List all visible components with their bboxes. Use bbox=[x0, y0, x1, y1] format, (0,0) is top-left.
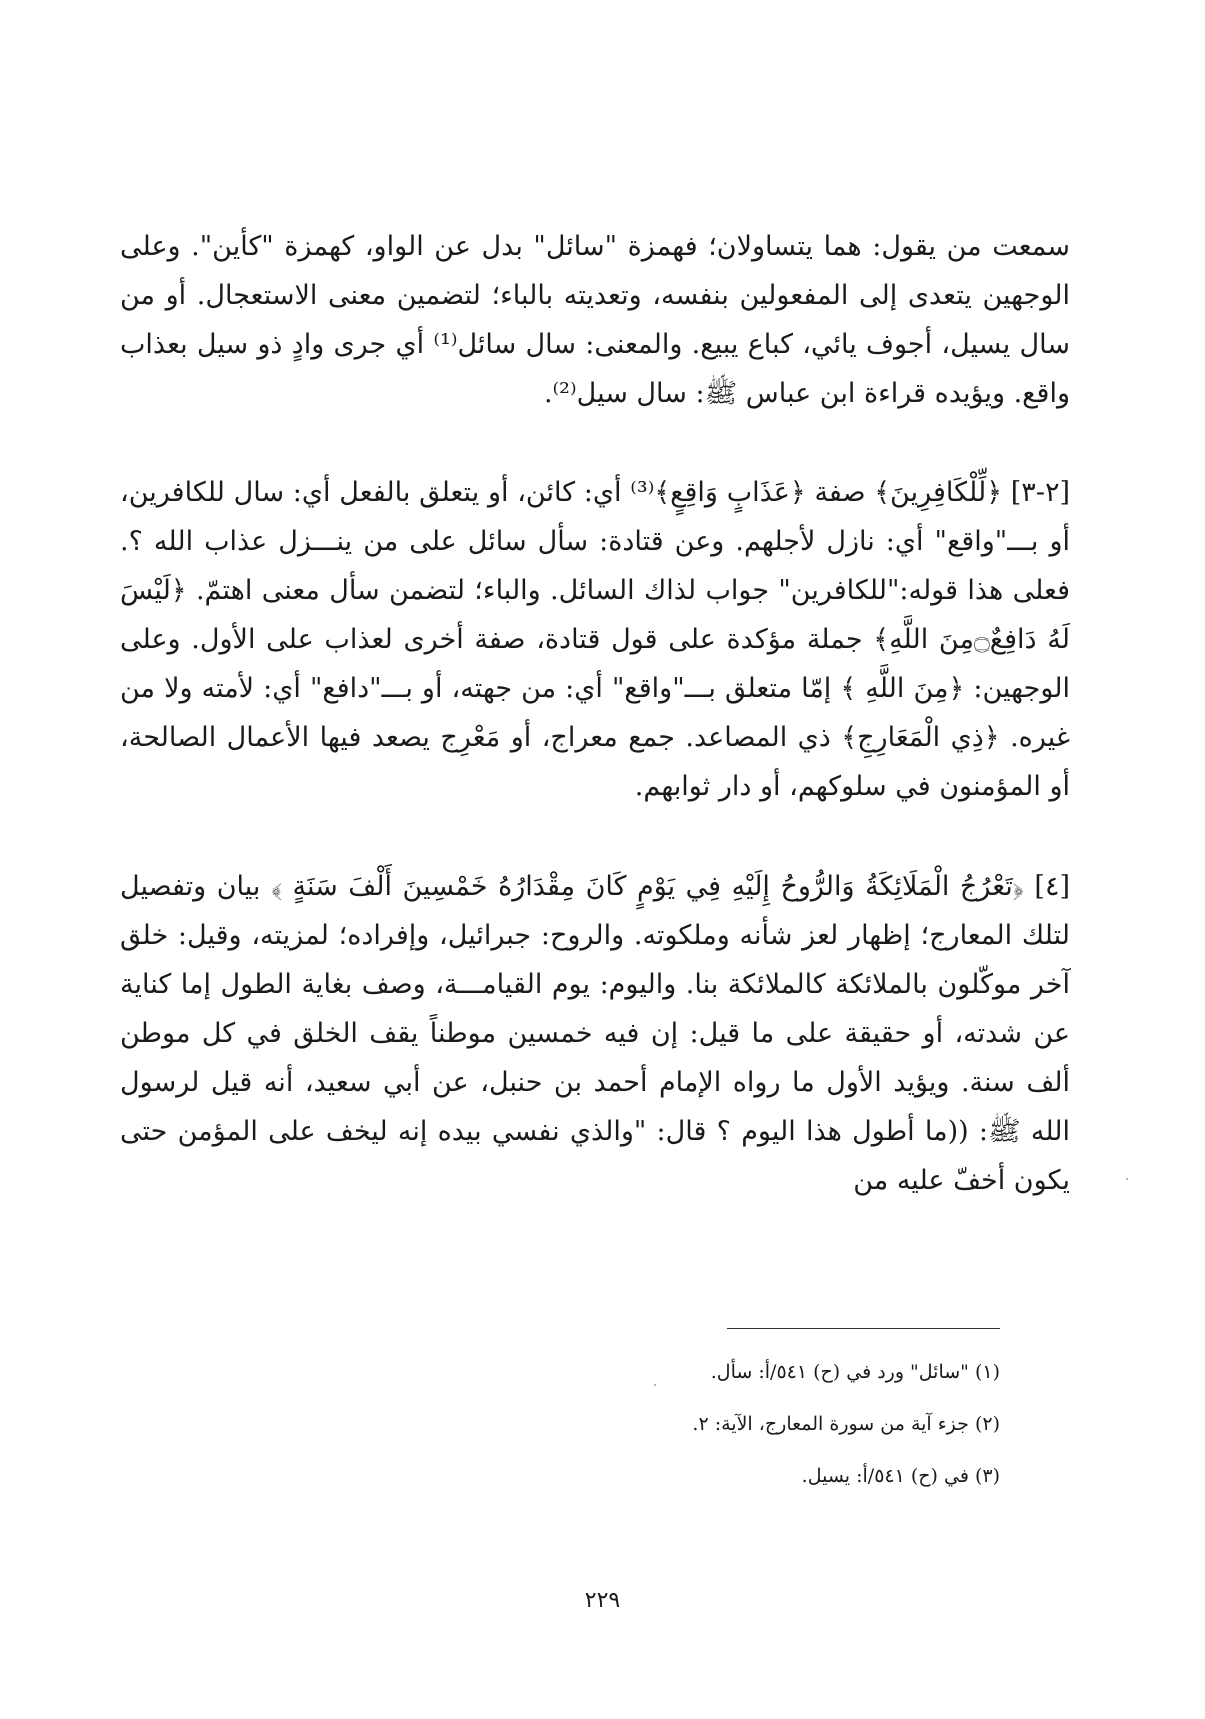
footnote-3: (٣) في (ح) ٥٤١/أ: يسيل. bbox=[801, 1465, 1000, 1487]
paragraph-1 bbox=[120, 222, 1070, 418]
paragraph-2-text: [٢-٣] ﴿لِّلْكَافِرِينَ﴾ صفة ﴿عَذَابٍ وَاقِعٍ﴾⁽³⁾ أي: كائن، أو يتعلق بالفعل أي: سال للكافرين، أو بـــ"واقع" أي: نازل لأجلهم. وعن قتادة: سأل سائل على من ينـــزل عذاب الله ؟. فعلى هذا قوله:"للكافرين" جواب لذاك السائل. والباء؛ لتضمن سأل معنى اهتمّ. ﴿لَيْسَ لَهُ دَافِعٌ۝مِنَ اللَّهِ﴾ جملة مؤكدة على قول قتادة، صفة أخرى لعذاب على الأول. وعلى الوجهين: ﴿مِنَ اللَّهِ ﴾ إمّا متعلق بـــ"واقع" أي: من جهته، أو بـــ"دافع" أي: لأمته ولا من غيره. ﴿ذِي الْمَعَارِجِ﴾ ذي المصاعد. جمع معراج، أو مَعْرِج يصعد فيها الأعمال الصالحة، أو المؤمنون في سلوكهم، أو دار ثوابهم. bbox=[120, 477, 1070, 802]
paragraph-3 bbox=[120, 862, 1070, 1205]
scan-speck bbox=[654, 1384, 656, 1386]
footnote-divider bbox=[727, 1328, 1000, 1329]
paragraph-3-text: [٤] ﴿تَعْرُجُ الْمَلَائِكَةُ وَالرُّوحُ إِلَيْهِ فِي يَوْمٍ كَانَ مِقْدَارُهُ خَمْسِينَ أَلْفَ سَنَةٍ ﴾ بيان وتفصيل لتلك المعارج؛ إظهار لعز شأنه وملكوته. والروح: جبرائيل، وإفراده؛ لمزيته، وقيل: خلق آخر موكّلون بالملائكة كالملائكة بنا. واليوم: يوم القيامـــة، وصف بغاية الطول إما كناية عن شدته، أو حقيقة على ما قيل: إن فيه خمسين موطناً يقف الخلق في كل موطن ألف سنة. ويؤيد الأول ما رواه الإمام أحمد بن حنبل، عن أبي سعيد، أنه قيل لرسول الله ﷺ: ((ما أطول هذا اليوم ؟ قال: "والذي نفسي بيده إنه ليخف على المؤمن حتى يكون أخفّ عليه من bbox=[120, 871, 1070, 1196]
footnote-1: (١) "سائل" ورد في (ح) ٥٤١/أ: سأل. bbox=[710, 1361, 1000, 1383]
footnotes bbox=[300, 1346, 1000, 1502]
paragraph-1-text: سمعت من يقول: هما يتساولان؛ فهمزة "سائل" بدل عن الواو، كهمزة "كأين". وعلى الوجهين يتعدى إلى المفعولين بنفسه، وتعديته بالباء؛ لتضمين معنى الاستعجال. أو من سال يسيل، أجوف يائي، كباع يبيع. والمعنى: سال سائل⁽¹⁾ أي جرى وادٍ ذو سيل بعذاب واقع. ويؤيده قراءة ابن عباس ﷺ: سال سيل⁽²⁾. bbox=[120, 231, 1070, 409]
page-number: ٢٢٩ bbox=[584, 1588, 621, 1613]
scan-speck bbox=[1126, 1178, 1128, 1180]
paragraph-2 bbox=[120, 468, 1070, 811]
footnote-2: (٢) جزء آية من سورة المعارج، الآية: ٢. bbox=[692, 1413, 1000, 1435]
